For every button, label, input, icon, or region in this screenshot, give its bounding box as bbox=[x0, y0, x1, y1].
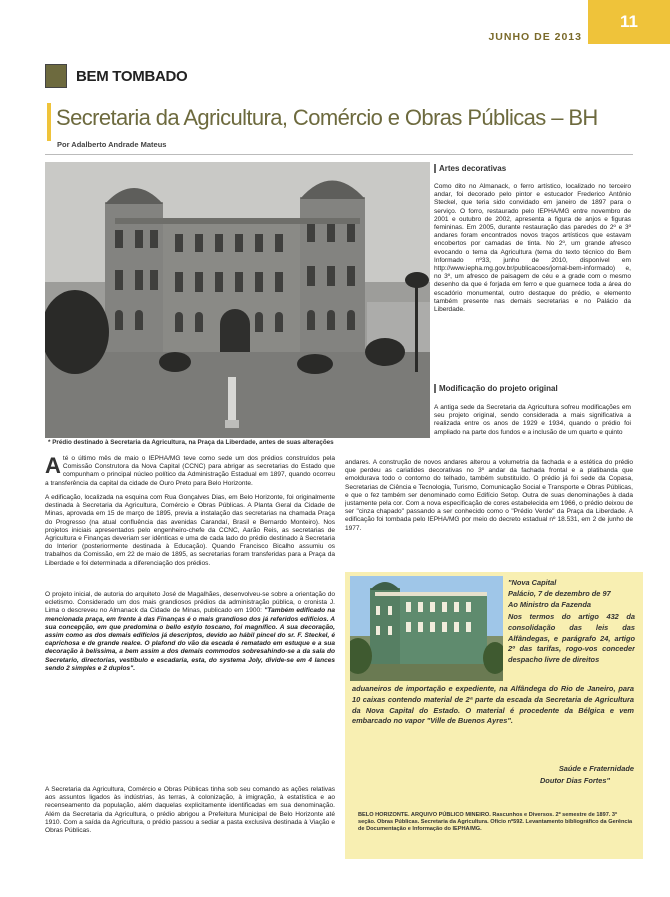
intro-text: té o último mês de maio o IEPHA/MG teve como sede um dos prédios construídos pela Comissão Construtora da Nova Capital (CCNC) para abrigar as secretarias do Estado que compunham o principal núcleo político da Administração Estadual em 1897, quando ocorreu a transferência da capital da cidade de Ouro Preto para Belo Horizonte. bbox=[45, 455, 335, 487]
header-divider bbox=[45, 154, 633, 155]
modificacao-paragraph: A antiga sede da Secretaria da Agricultura sofreu modificações em seu projeto original, sendo considerada a mais significativa a realizada entre os anos de 1929 e 1934, quando o prédio foi ampliado na parte dos fundos e a inclusão de um quarto e quinto bbox=[434, 404, 631, 436]
letter-body-wide: aduaneiros de importação e expediente, na Alfândega do Rio de Janeiro, para 10 caixas contendo material de 2ª parte da escada da Secretaria de Agricultura da Nova Capital do Estado. O material é procedente da Bélgica e vem embarcado no vapor "Ville de Buenos Ayres". bbox=[352, 684, 634, 726]
letter-body-narrow: Nos termos do artigo 432 da consolidação das leis das Alfândegas, e parágrafo 24, artigo 2º das tarifas, rogo-vos conceder despacho livre de direitos bbox=[508, 612, 635, 665]
left-column bbox=[45, 455, 335, 488]
article-author: Por Adalberto Andrade Mateus bbox=[57, 140, 167, 149]
letter-signature: Doutor Dias Fortes" bbox=[539, 776, 610, 785]
letter-line-3: Ao Ministro da Fazenda bbox=[508, 599, 591, 609]
subheading-modificacao: Modificação do projeto original bbox=[434, 384, 629, 393]
green-building-photo bbox=[350, 576, 503, 681]
paragraph-projeto bbox=[45, 591, 335, 719]
archive-caption: BELO HORIZONTE. ARQUIVO PÚBLICO MINEIRO. Rascunhos e Diversos. 2º semestre de 1897. 3ª seção. Obras Públicas. Secretaria da Agricultura. Ofício nº592. Levantamento bibliográfico da Gerência de Documentação e Informação do IEPHA/MG. bbox=[358, 812, 633, 833]
almanack-quote: "Também edificado na mencionada praça, em frente à das Finanças é o mais grandioso dos já referidos edifícios. A sua concepção, em que predomina o bello estylo toscano, foi magnífico. A sua decoração, assim como as dos demais edifícios já descriptos, devido ao hábil pincel do sr. F. Steckel, é caprichosa e de grande realce. O plafond do vão da escada é rematado em estuque e a sua decoração à belíssima, a bem assim a dos demais commodos sobresahindo-se a da sala do Secretario, directorias, vestíbulo e escadaria, esta, do systema Joly, divide-se em 4 lances sendo 2 simples e 2 duplos". bbox=[45, 607, 335, 672]
letter-line-2: Palácio, 7 de dezembro de 97 bbox=[508, 588, 611, 598]
intro-paragraph bbox=[45, 455, 335, 488]
paragraph-edificacao: A edificação, localizada na esquina com Rua Gonçalves Dias, em Belo Horizonte, foi originalmente destinada à Secretaria da Agricultura, Comércio e Obras Públicas. A Planta Geral da Cidade de Minas, aprovada em 15 de março de 1895, previa a instalação das secretarias na chamada Praça do Progresso (na atual confluência das avenidas Carandaí, Brasil e Bernardo Monteiro). Nos projetos iniciais apresentados pelo engenheiro-chefe da CCNC, Aarão Reis, as secretarias de Agricultura e Finanças deveriam ser idênticas e uma de cada lado do prédio destinado à Secretaria do Interior (posteriormente destinada à Educação). Quando Francisco Bicalho assumiu os trabalhos da Comissão, em 22 de maio de 1895, as secretarias foram transferidas para a Praça da Liberdade e foi determinada a diferenciação dos prédios. bbox=[45, 494, 335, 567]
subheading-artes: Artes decorativas bbox=[434, 164, 629, 173]
section-marker-icon bbox=[45, 64, 67, 88]
artes-paragraph: Como dito no Almanack, o ferro artístico, localizado no terceiro andar, foi decorado pelo pintor e estucador Frederico Antônio Steckel, que teria sido convidado em janeiro de 1897 para o serviço. O forro, restaurado pelo IEPHA/MG entre novembro de 2001 e outubro de 2002, apresenta a figura de anjos e figuras femininas. Em 2005, durante restauração das paredes do 2º e 3º andares foram encontrados novos traços artísticos que estavam encobertos por camadas de tinta. No 2º, um grande afresco evocando o tema da Agricultura (tema do texto técnico do Bem Informado nº33, junho de 2010, disponível em http://www.iepha.mg.gov.br/publicacoes/jornal-bem-informado) e, no 3º, um afresco de paisagem de céu e a grade com o mesmo desenho da que é forjada em ferro e que guarnece toda a área do escadório monumental, outro destaque do prédio, e elemento também presente nas demais secretarias e no Palácio da Liberdade. bbox=[434, 183, 631, 314]
section-label: BEM TOMBADO bbox=[76, 68, 188, 85]
article-title: Secretaria da Agricultura, Comércio e Obras Públicas – BH bbox=[56, 105, 598, 130]
issue-date: JUNHO DE 2013 bbox=[488, 31, 582, 43]
paragraph-competencias: A Secretaria da Agricultura, Comércio e Obras Públicas tinha sob seu comando as ações relativas aos assuntos ligados às indústrias, às terras, à colonização, à imigração, à estatística e ao recenseamento da população, além daquelas explicitamente identificadas em sua denominação. Além da Secretaria da Agricultura, o prédio abrigou a Prefeitura Municipal de Belo Horizonte até 1910. Com a saída da Agricultura, o prédio passou a sediar a pasta exclusiva destinada à Viação e Obras Públicas. bbox=[45, 786, 335, 835]
photo-caption: * Prédio destinado à Secretaria da Agricultura, na Praça da Liberdade, antes de suas alterações bbox=[48, 439, 334, 446]
letter-line-1: "Nova Capital bbox=[508, 578, 557, 587]
letter-signoff: Saúde e Fraternidade bbox=[558, 764, 634, 773]
projeto-text: O projeto inicial, de autoria do arquiteto José de Magalhães, desenvolveu-se sobre a orientação do ecletismo. Considerado um dos mais grandiosos prédios da administração pública, o cronista J. Lima o descreveu no Almanack da Cidade de Minas, publicado em 1900: bbox=[45, 591, 335, 615]
page-header bbox=[0, 0, 670, 44]
drop-cap: A bbox=[45, 455, 61, 478]
page-number: 11 bbox=[588, 0, 670, 44]
letter-header bbox=[508, 578, 635, 610]
historic-building-photo bbox=[45, 162, 430, 438]
title-accent-bar bbox=[47, 103, 51, 141]
modificacao-continued: andares. A construção de novos andares alterou a volumetria da fachada e a estética do prédio que perdeu as cariatides decorativas no 3º andar da fachada frontal e a platibanda que emoldurava todo o contorno do telhado, também substituído. O prédio já foi sede da Copasa, Secretarias de Ciência e Tecnologia, Turismo, Comunicação Social e Transporte e Obras Públicas, e que o fez também ser denominado como Edifício Setop. Outra de suas denominações à dada justamente pela cor. Com a nova especificação de cores estabelecida em 1966, o prédio deixou de ser "cinza chapado" passando a ser conhecido como o "Prédio Verde" da Praça da Liberdade. A edificação foi tombada pelo IEPHA/MG por meio do decreto estadual nº 18.531, em 2 de junho de 1977. bbox=[345, 459, 633, 532]
